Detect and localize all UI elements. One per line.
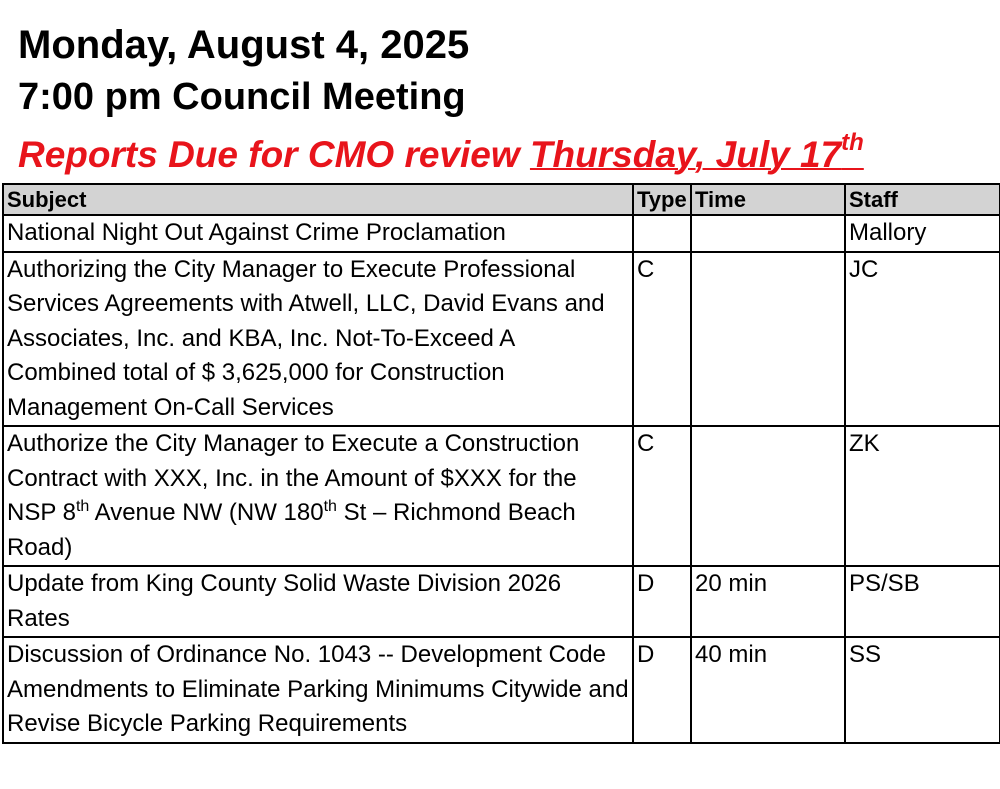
row-type: D xyxy=(633,566,691,637)
agenda-row xyxy=(3,566,1000,637)
row-time xyxy=(691,426,845,566)
row-staff: Mallory xyxy=(845,215,1000,252)
row-subject-part: Avenue NW (NW 180 xyxy=(89,499,324,526)
row-staff: ZK xyxy=(845,426,1000,566)
column-header-subject: Subject xyxy=(3,184,633,215)
row-subject: Authorizing the City Manager to Execute Professional Services Agreements with Atwell, LLC, David Evans and Associates, Inc. and KBA, Inc. Not-To-Exceed A Combined total of $ 3,625,000 for Construction Management On-Call Services xyxy=(3,252,633,427)
meeting-date: Monday, August 4, 2025 xyxy=(18,23,470,67)
agenda-table xyxy=(2,183,1000,744)
column-header-staff: Staff xyxy=(845,184,1000,215)
row-time: 40 min xyxy=(691,637,845,743)
row-staff: SS xyxy=(845,637,1000,743)
row-subject: Discussion of Ordinance No. 1043 -- Development Code Amendments to Eliminate Parking Minimums Citywide and Revise Bicycle Parking Requirements xyxy=(3,637,633,743)
row-type: C xyxy=(633,426,691,566)
row-time xyxy=(691,252,845,427)
row-subject-part: St – Richmond Beach Road) xyxy=(7,499,576,561)
ordinal-suffix: th xyxy=(75,498,90,515)
reports-due-notice xyxy=(18,128,864,178)
meeting-title: 7:00 pm Council Meeting xyxy=(18,76,466,118)
reports-due-date-text: Thursday, July 17 xyxy=(529,134,842,175)
row-type: D xyxy=(633,637,691,743)
row-subject: Update from King County Solid Waste Division 2026 Rates xyxy=(3,566,633,637)
row-type xyxy=(633,215,691,252)
row-type: C xyxy=(633,252,691,427)
agenda-row xyxy=(3,426,1000,566)
row-time: 20 min xyxy=(691,566,845,637)
row-staff: JC xyxy=(845,252,1000,427)
ordinal-suffix: th xyxy=(323,498,337,515)
reports-due-date-suffix: th xyxy=(841,128,864,156)
reports-due-date xyxy=(529,128,864,175)
agenda-header-row xyxy=(3,184,1000,215)
row-subject xyxy=(3,426,633,566)
agenda-row xyxy=(3,637,1000,743)
row-staff: PS/SB xyxy=(845,566,1000,637)
reports-due-prefix: Reports Due for CMO review xyxy=(18,134,530,175)
column-header-time: Time xyxy=(691,184,845,215)
row-subject: National Night Out Against Crime Proclamation xyxy=(3,215,633,252)
agenda-row xyxy=(3,215,1000,252)
agenda-row xyxy=(3,252,1000,427)
row-time xyxy=(691,215,845,252)
row-subject-part: Authorize the City Manager to Execute a Construction Contract with XXX, Inc. in the Amount of $XXX for the NSP 8 xyxy=(7,430,580,526)
column-header-type: Type xyxy=(633,184,691,215)
